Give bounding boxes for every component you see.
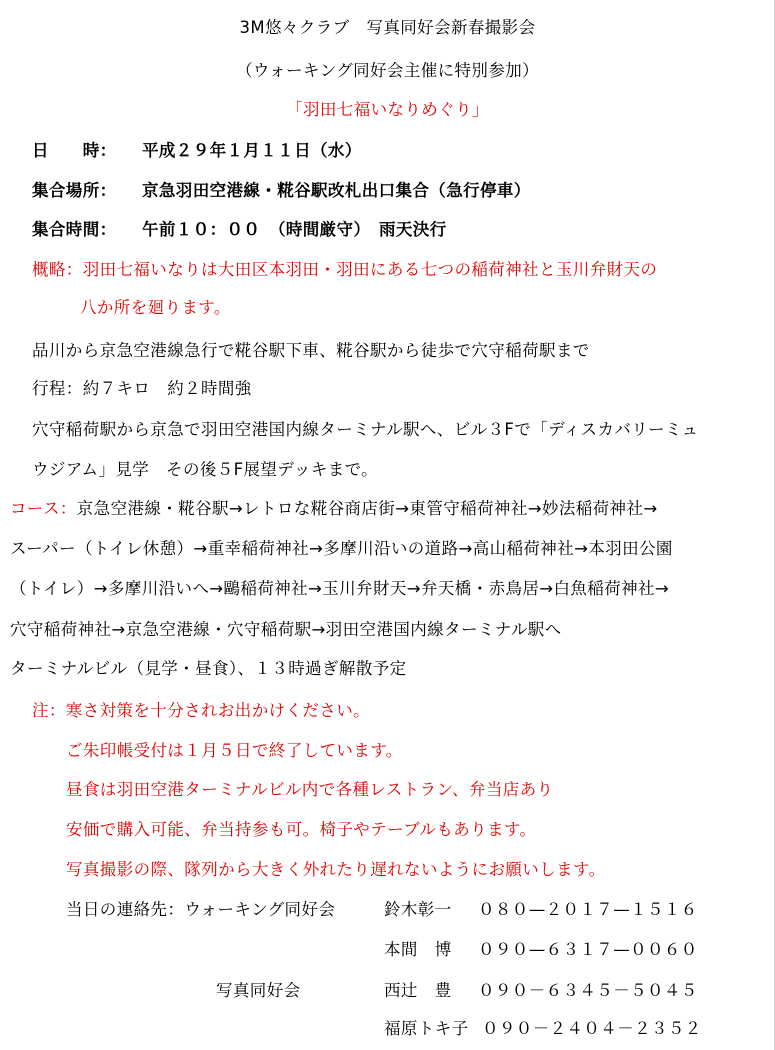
note-line-1: 注：寒さ対策を十分されお出かけください。 [32, 701, 370, 720]
course-line-4: 穴守稲荷神社→京急空港線・穴守稲荷駅→羽田空港国内線ターミナル駅へ [10, 620, 562, 639]
contact-person-name: 福原トキ子 [384, 1019, 469, 1038]
distance-info: 行程：約７キロ 約２時間強 [32, 379, 252, 398]
note-line-4: 安価で購入可能、弁当持参も可。椅子やテーブルもあります。 [66, 820, 537, 839]
contact-row-1 [66, 899, 335, 921]
date-row [32, 140, 362, 162]
contact-person-name: 本間 博 [384, 940, 452, 959]
contact-person-name: 鈴木彰一 [384, 900, 452, 919]
photo-group-name: 写真同好会 [216, 981, 301, 1000]
time-label: 集合時間： [32, 220, 117, 239]
event-name: 「羽田七福いなりめぐり」 [286, 100, 489, 119]
contact-label: 当日の連絡先： [66, 900, 185, 919]
contact-person-phone: ０９０—６３１７—００６０ [478, 940, 698, 959]
contact-person-phone: ０８０—２０１７—１５１６ [478, 900, 698, 919]
course-line-3: （トイレ）→多摩川沿いへ→鷗稲荷神社→玉川弁財天→弁天橋・赤鳥居→白魚稲荷神社→ [10, 579, 670, 598]
course-line-2: スーパー（トイレ休憩）→重幸稲荷神社→多摩川沿いの道路→高山稲荷神社→本羽田公園 [10, 539, 673, 558]
course-line-1 [10, 498, 658, 520]
course-text-1: 京急空港線・糀谷駅→レトロな糀谷商店街→東管守稲荷神社→妙法稲荷神社→ [76, 499, 658, 518]
note-line-2: ご朱印帳受付は１月５日で終了しています。 [66, 741, 403, 760]
place-label: 集合場所： [32, 181, 117, 200]
place-row [32, 180, 531, 202]
note-line-3: 昼食は羽田空港ターミナルビル内で各種レストラン、弁当店あり [66, 780, 554, 799]
document-title: 3M悠々クラブ 写真同好会新春撮影会 [239, 18, 536, 37]
overview-line-2: 八か所を廻ります。 [80, 298, 231, 317]
time-value: 午前１０：００ （時間厳守） 雨天決行 [142, 220, 447, 239]
contact-person-phone: ０９０－６３４５－５０４５ [478, 981, 698, 1000]
route-summary: 品川から京急空港線急行で糀谷駅下車、糀谷駅から徒歩で穴守稲荷駅まで [32, 341, 590, 360]
museum-line-2: ウジアム」見学 その後５F展望デッキまで。 [32, 460, 379, 479]
museum-line-1: 穴守稲荷駅から京急で羽田空港国内線ターミナル駅へ、ビル３Fで「ディスカバリーミュ [32, 420, 699, 439]
place-value: 京急羽田空港線・糀谷駅改札出口集合（急行停車） [142, 181, 531, 200]
overview-line-1: 概略：羽田七福いなりは大田区本羽田・羽田にある七つの稲荷神社と玉川弁財天の [32, 260, 658, 279]
date-value: 平成２９年１月１１日（水） [142, 141, 362, 160]
contact-person-name: 西辻 豊 [384, 981, 452, 1000]
contact-person-phone: ０９０－２４０４－２３５２ [482, 1019, 702, 1038]
note-line-5: 写真撮影の際、隊列から大きく外れたり遅れないようにお願いします。 [66, 860, 606, 879]
course-line-5: ターミナルビル（見学・昼食）、１３時過ぎ解散予定 [10, 659, 407, 678]
time-row [32, 219, 447, 241]
date-label: 日 時： [32, 141, 117, 160]
document-subtitle: （ウォーキング同好会主催に特別参加） [235, 61, 540, 80]
walking-group-name: ウォーキング同好会 [184, 900, 336, 919]
course-label: コース： [10, 499, 77, 518]
